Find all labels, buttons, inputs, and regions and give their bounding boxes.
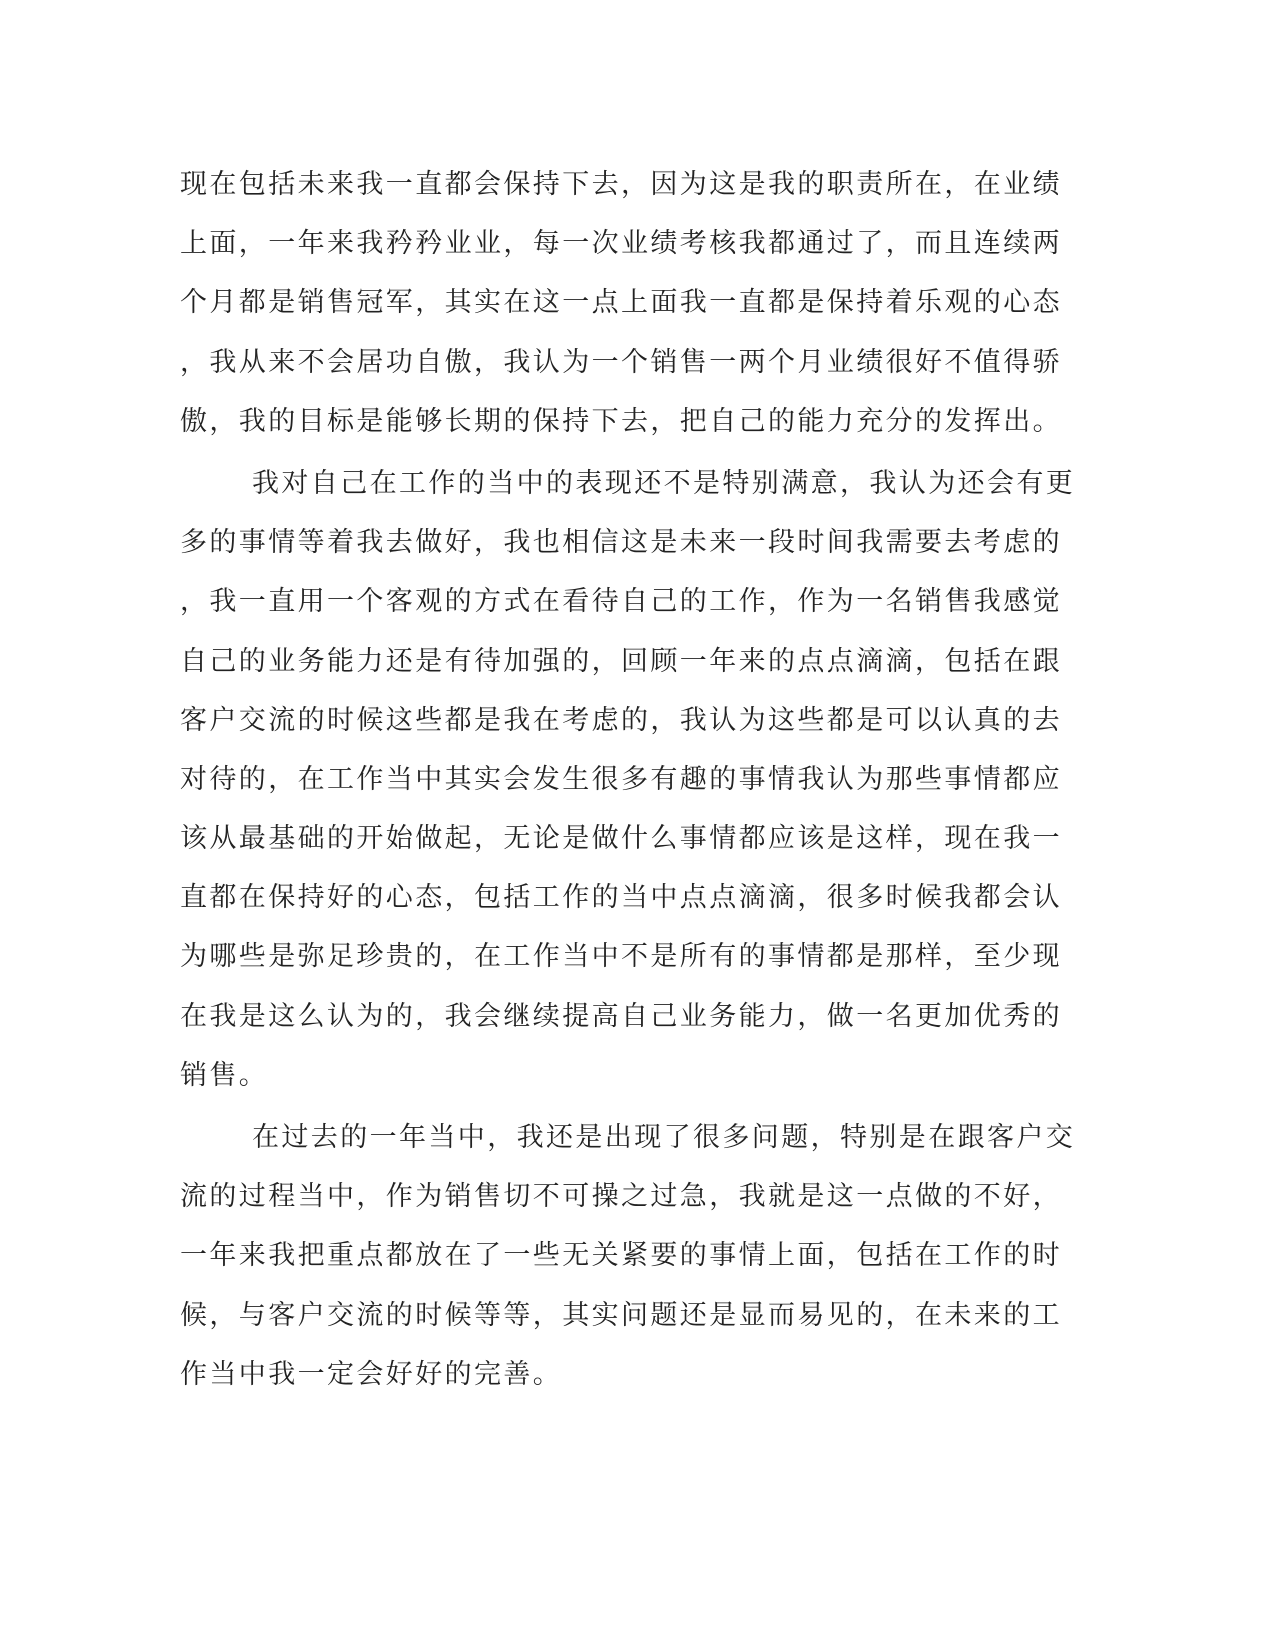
paragraph-2 (180, 454, 1076, 1105)
document-body (180, 155, 1076, 1404)
text-line: 在我是这么认为的，我会继续提高自己业务能力，做一名更加优秀的 (180, 1000, 1062, 1032)
text-line: 上面，一年来我矜矜业业，每一次业绩考核我都通过了，而且连续两 (180, 228, 1062, 260)
text-line: 客户交流的时候这些都是我在考虑的，我认为这些都是可以认真的去 (180, 704, 1062, 736)
text-line: 对待的，在工作当中其实会发生很多有趣的事情我认为那些事情都应 (180, 763, 1062, 795)
text-line: 销售。 (180, 1059, 269, 1091)
text-line: 为哪些是弥足珍贵的，在工作当中不是所有的事情都是那样，至少现 (180, 941, 1062, 973)
paragraph-1 (180, 155, 1062, 451)
text-line: 候，与客户交流的时候等等，其实问题还是显而易见的，在未来的工 (180, 1299, 1062, 1331)
paragraph-3 (180, 1108, 1076, 1404)
text-line: 该从最基础的开始做起，无论是做什么事情都应该是这样，现在我一 (180, 823, 1062, 855)
text-line: 傲，我的目标是能够长期的保持下去，把自己的能力充分的发挥出。 (180, 405, 1062, 437)
text-line: 我对自己在工作的当中的表现还不是特别满意，我认为还会有更 (252, 467, 1076, 499)
text-line: 直都在保持好的心态，包括工作的当中点点滴滴，很多时候我都会认 (180, 882, 1062, 914)
text-line: ，我一直用一个客观的方式在看待自己的工作，作为一名销售我感觉 (180, 586, 1062, 618)
text-line: 一年来我把重点都放在了一些无关紧要的事情上面，包括在工作的时 (180, 1240, 1062, 1272)
text-line: 现在包括未来我一直都会保持下去，因为这是我的职责所在，在业绩 (180, 169, 1062, 200)
text-line: 流的过程当中，作为销售切不可操之过急，我就是这一点做的不好， (180, 1181, 1062, 1213)
text-line: ，我从来不会居功自傲，我认为一个销售一两个月业绩很好不值得骄 (180, 346, 1062, 378)
text-line: 自己的业务能力还是有待加强的，回顾一年来的点点滴滴，包括在跟 (180, 645, 1062, 677)
text-line: 在过去的一年当中，我还是出现了很多问题，特别是在跟客户交 (252, 1122, 1076, 1153)
text-line: 作当中我一定会好好的完善。 (180, 1358, 563, 1390)
text-line: 个月都是销售冠军，其实在这一点上面我一直都是保持着乐观的心态 (180, 287, 1062, 319)
text-line: 多的事情等着我去做好，我也相信这是未来一段时间我需要去考虑的 (180, 527, 1062, 559)
